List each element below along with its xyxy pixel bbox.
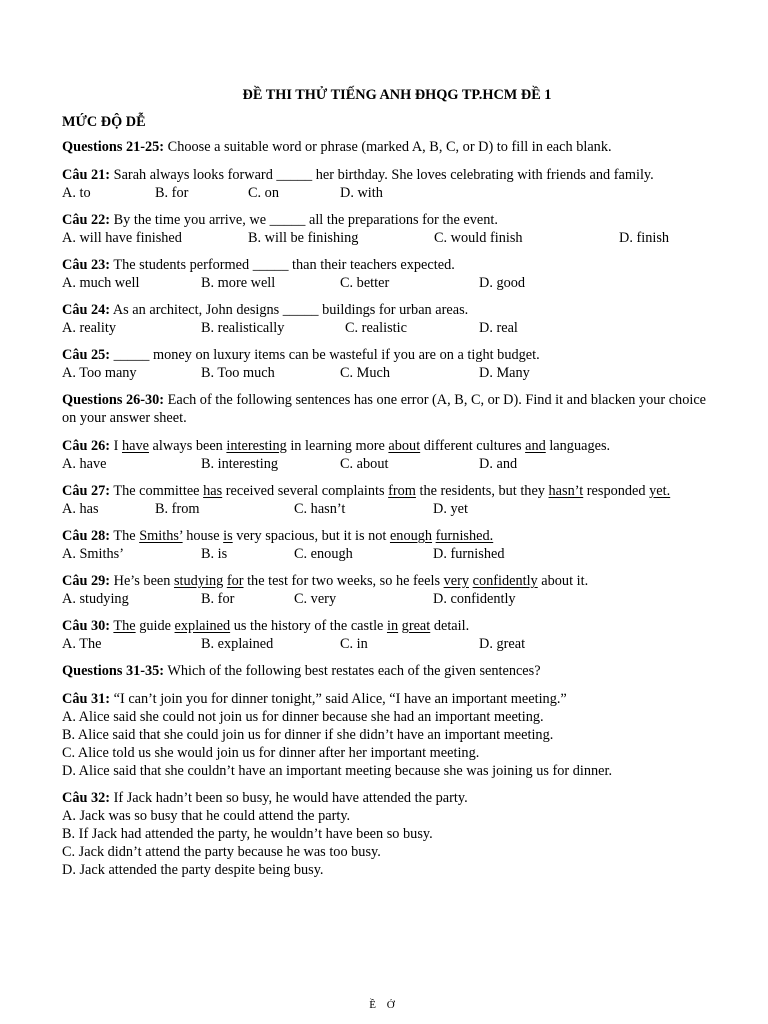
exam-title: ĐỀ THI THỬ TIẾNG ANH ĐHQG TP.HCM ĐỀ 1 [242,87,552,103]
stem-text: different cultures [420,438,526,454]
answer-option: A. has [62,501,99,517]
section-instructions [62,391,722,427]
stem-text: house [182,528,224,544]
question-number: Câu 24: [62,302,111,318]
answer-option: D. Alice said that she couldn’t have an important meeting because she was joining us for dinner. [62,763,613,779]
underlined-segment: great [401,618,431,634]
answer-option: A. to [62,185,91,201]
question-group [62,437,722,653]
underlined-segment: Smiths’ [139,528,183,544]
question-number: Câu 22: [62,212,111,228]
answer-option: C. better [340,275,390,291]
section-head: Questions 31-35: [62,663,165,679]
answer-options [62,319,722,337]
underlined-segment: yet. [649,483,671,499]
stem-text: _____ money on luxury items can be wasteful if you are on a tight budget. [110,347,540,363]
answer-option: C. Jack didn’t attend the party because he was too busy. [62,844,381,860]
question-stem [62,211,722,229]
underlined-segment: studying [173,573,224,589]
answer-option: B. from [155,501,200,517]
stem-text: always been [148,438,227,454]
question-item [62,346,722,382]
question-number: Câu 27: [62,483,111,499]
answer-option: C. enough [294,546,353,562]
answer-option: A. Jack was so busy that he could attend the party. [62,808,351,824]
question-stem [62,789,722,807]
document-content [62,86,722,888]
answer-options [62,455,722,473]
underlined-segment: enough [389,528,433,544]
question-item [62,572,722,608]
answer-option: B. explained [201,636,274,652]
answer-options [62,590,722,608]
answer-option: D. real [479,320,518,336]
stem-text: If Jack hadn’t been so busy, he would have attended the party. [110,790,468,806]
section-text: Which of the following best restates each of the given sentences? [164,663,541,679]
stem-text: By the time you arrive, we _____ all the preparations for the event. [110,212,498,228]
answer-option: C. on [248,185,279,201]
answer-option: D. confidently [433,591,516,607]
answer-option: A. studying [62,591,129,607]
stem-text: the test for two weeks, so he feels [243,573,444,589]
answer-options [62,274,722,292]
difficulty-level: MỨC ĐỘ DỄ [62,114,146,130]
question-item [62,527,722,563]
question-stem [62,166,722,184]
answer-option: B. for [201,591,235,607]
answer-option: B. is [201,546,228,562]
stem-text: guide [135,618,175,634]
underlined-segment: very [443,573,470,589]
underlined-segment: explained [174,618,231,634]
underlined-segment: hasn’t [548,483,584,499]
underlined-segment: furnished. [435,528,494,544]
answer-option: C. would finish [434,230,523,246]
question-number: Câu 23: [62,257,111,273]
stem-text: about it. [537,573,589,589]
stem-text: us the history of the castle [230,618,387,634]
underlined-segment: about [388,438,421,454]
question-number: Câu 21: [62,167,111,183]
answer-option: B. If Jack had attended the party, he wouldn’t have been so busy. [62,826,433,842]
question-item [62,437,722,473]
question-number: Câu 32: [62,790,111,806]
stem-text: “I can’t join you for dinner tonight,” said Alice, “I have an important meeting.” [110,691,567,707]
question-stem [62,346,722,364]
question-item [62,617,722,653]
answer-option: B. Too much [201,365,275,381]
answer-option: C. realistic [345,320,407,336]
answer-option: A. The [62,636,102,652]
answer-options [62,229,722,247]
question-stem [62,527,722,545]
answer-options [62,635,722,653]
answer-option: D. good [479,275,526,291]
answer-option: B. for [155,185,189,201]
question-item [62,166,722,202]
answer-option: D. Jack attended the party despite being busy. [62,862,324,878]
answer-option: C. in [340,636,368,652]
answer-option: D. with [340,185,383,201]
question-item [62,482,722,518]
answer-option: B. realistically [201,320,285,336]
answer-option: B. interesting [201,456,279,472]
answer-option: D. and [479,456,518,472]
stem-text: As an architect, John designs _____ buildings for urban areas. [110,302,469,318]
stem-text: in learning more [286,438,389,454]
question-number: Câu 25: [62,347,111,363]
section-head: Questions 21-25: [62,139,165,155]
underlined-segment: interesting [226,438,287,454]
underlined-segment: have [121,438,149,454]
stem-text: The committee [110,483,204,499]
answer-option: C. Much [340,365,391,381]
answer-options [62,545,722,563]
answer-option: C. Alice told us she would join us for dinner after her important meeting. [62,745,480,761]
stem-text: detail. [430,618,470,634]
question-number: Câu 29: [62,573,111,589]
stem-text: the residents, but they [415,483,549,499]
answer-option: C. about [340,456,389,472]
underlined-segment: in [386,618,399,634]
answer-option: D. Many [479,365,530,381]
question-stem [62,437,722,455]
question-stem [62,572,722,590]
section-text: Each of the following sentences has one error (A, B, C, or D). Find it and blacken your choice on your answer sheet. [62,392,707,426]
question-stem [62,482,722,500]
question-stem [62,256,722,274]
underlined-segment: confidently [472,573,538,589]
question-number: Câu 26: [62,438,111,454]
question-stem [62,690,722,708]
answer-option: A. Too many [62,365,137,381]
section-instructions [62,662,722,680]
answer-option: A. have [62,456,107,472]
answer-options [62,184,722,202]
section-head: Questions 26-30: [62,392,165,408]
answer-option: B. will be finishing [248,230,359,246]
question-item [62,256,722,292]
question-item [62,789,722,879]
stem-text: languages. [545,438,611,454]
answer-option: A. reality [62,320,116,336]
stem-text: The students performed _____ than their teachers expected. [110,257,455,273]
question-stem [62,617,722,635]
underlined-segment: is [223,528,233,544]
answer-option: D. yet [433,501,468,517]
answer-option: D. furnished [433,546,505,562]
answer-option: B. more well [201,275,276,291]
answer-option: A. will have finished [62,230,182,246]
answer-option: A. Alice said she could not join us for dinner because she had an important meeting. [62,709,544,725]
stem-text: received several complaints [222,483,389,499]
question-number: Câu 28: [62,528,111,544]
question-stem [62,301,722,319]
answer-options [62,364,722,382]
underlined-segment: and [525,438,546,454]
answer-option: A. much well [62,275,140,291]
underlined-segment: has [203,483,223,499]
answer-option: D. finish [619,230,670,246]
question-group [62,690,722,879]
section-instructions [62,138,722,156]
underlined-segment: from [388,483,416,499]
answer-option: C. very [294,591,337,607]
stem-text: I [110,438,122,454]
question-item [62,211,722,247]
question-item [62,301,722,337]
stem-text: The [110,528,140,544]
section-text: Choose a suitable word or phrase (marked A, B, C, or D) to fill in each blank. [164,139,612,155]
answer-option: A. Smiths’ [62,546,124,562]
answer-options [62,500,722,518]
question-number: Câu 30: [62,618,111,634]
answer-option: C. hasn’t [294,501,346,517]
answer-option: B. Alice said that she could join us for dinner if she didn’t have an important meeting. [62,727,554,743]
answer-option: D. great [479,636,526,652]
underlined-segment: for [226,573,244,589]
page-footer: Ề Ở [369,999,399,1011]
stem-text: responded [583,483,650,499]
underlined-segment: The [113,618,136,634]
question-number: Câu 31: [62,691,111,707]
stem-text: He’s been [110,573,174,589]
question-item [62,690,722,780]
stem-text: Sarah always looks forward _____ her birthday. She loves celebrating with friends and family. [110,167,654,183]
stem-text: very spacious, but it is not [232,528,390,544]
question-group [62,166,722,382]
